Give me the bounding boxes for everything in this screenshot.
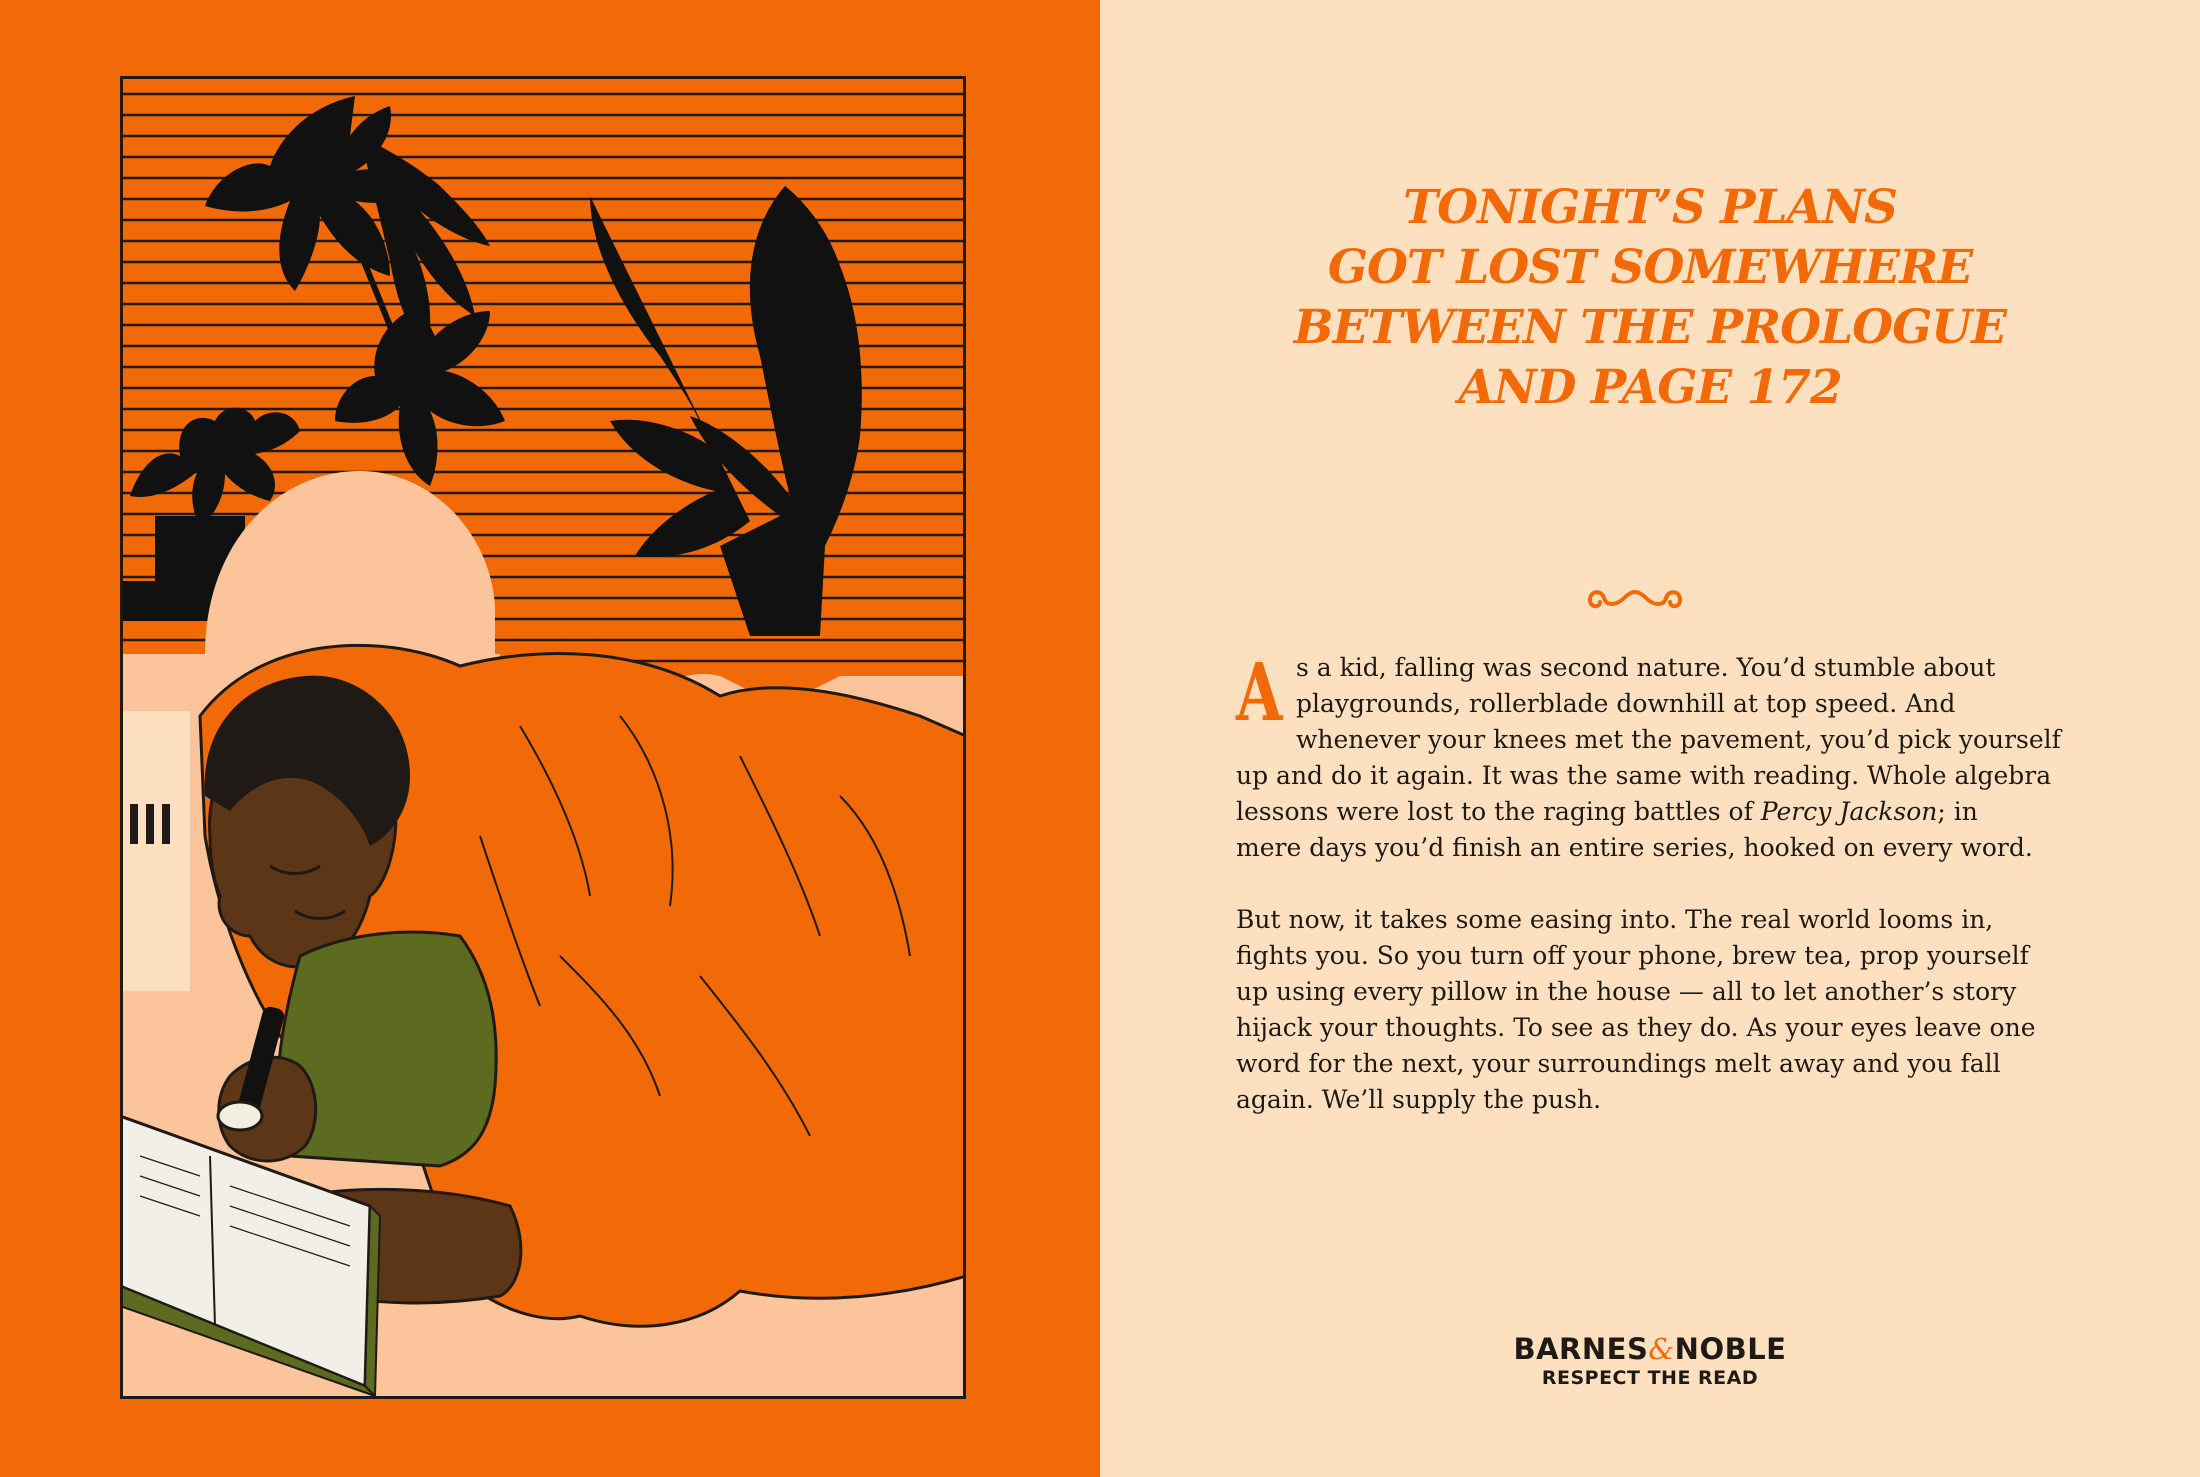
body-line: fights you. So you turn off your phone, brew tea, prop yourself (1236, 941, 2029, 970)
copy-panel (1100, 0, 2200, 1477)
door-frame (120, 711, 190, 991)
brand-tagline: RESPECT THE READ (1541, 1367, 1759, 1389)
reading-under-blanket-illustration (120, 76, 966, 1399)
paragraph-2 (1236, 902, 2196, 1118)
flourish-icon (1580, 578, 1690, 618)
body-line: mere days you’d finish an entire series, hooked on every word. (1236, 833, 2033, 862)
brand-name-right: NOBLE (1674, 1332, 1787, 1366)
body-copy (1236, 645, 2196, 1154)
body-line: whenever your knees met the pavement, you’d pick yourself (1296, 725, 2061, 754)
body-line: s a kid, falling was second nature. You’d stumble about (1296, 653, 1996, 682)
body-line: But now, it takes some easing into. The real world looms in, (1236, 905, 1994, 934)
body-line: word for the next, your surroundings melt away and you fall (1236, 1049, 2001, 1078)
brand-logo (1100, 1332, 2200, 1390)
book-title: Percy Jackson (1760, 797, 1938, 826)
headline-line: GOT LOST SOMEWHERE (1327, 240, 1973, 295)
body-line: ; in (1937, 797, 1978, 826)
headline-line: TONIGHT’S PLANS (1403, 180, 1897, 235)
door-hinge-icon (130, 804, 170, 844)
brand-name (1100, 1332, 2200, 1366)
body-line: playgrounds, rollerblade downhill at top speed. And (1296, 689, 1956, 718)
body-line: up using every pillow in the house — all to let another’s story (1236, 977, 2017, 1006)
drop-cap: A (1236, 645, 1283, 739)
body-line: up and do it again. It was the same with reading. Whole algebra (1236, 761, 2052, 790)
body-line: hijack your thoughts. To see as they do. As your eyes leave one (1236, 1013, 2036, 1042)
headline-line: BETWEEN THE PROLOGUE (1293, 300, 2007, 355)
body-line: lessons were lost to the raging battles of (1236, 797, 1761, 826)
paragraph-1 (1236, 645, 2196, 866)
headline (1100, 178, 2200, 418)
body-line: again. We’ll supply the push. (1236, 1085, 1602, 1114)
headline-line: AND PAGE 172 (1458, 360, 1842, 415)
brand-ampersand: & (1648, 1332, 1675, 1366)
brand-name-left: BARNES (1513, 1332, 1649, 1366)
